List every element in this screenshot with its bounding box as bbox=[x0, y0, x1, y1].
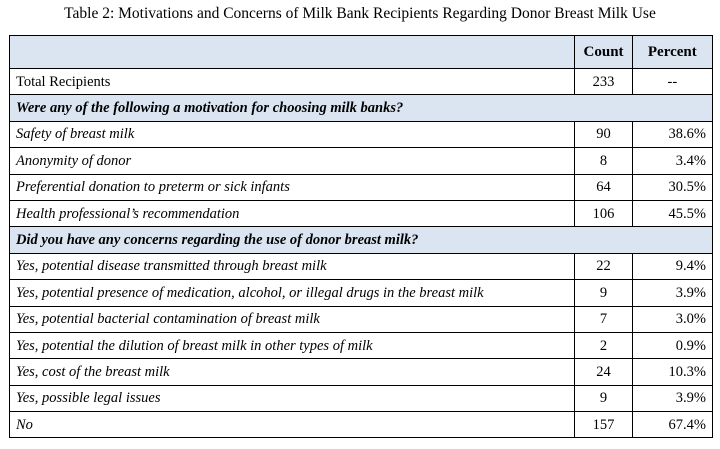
table-row bbox=[10, 332, 713, 358]
row-count: 2 bbox=[575, 332, 632, 358]
table-header-row bbox=[10, 36, 713, 69]
total-row bbox=[10, 69, 713, 95]
header-percent: Percent bbox=[632, 36, 712, 69]
row-label: Safety of breast milk bbox=[10, 121, 575, 147]
row-percent: 45.5% bbox=[632, 200, 712, 226]
row-count: 106 bbox=[575, 200, 632, 226]
row-label: Yes, potential the dilution of breast milk in other types of milk bbox=[10, 332, 575, 358]
row-percent: 3.9% bbox=[632, 385, 712, 411]
header-count: Count bbox=[575, 36, 632, 69]
table-row bbox=[10, 306, 713, 332]
row-count: 22 bbox=[575, 253, 632, 279]
table-caption: Table 2: Motivations and Concerns of Milk Bank Recipients Regarding Donor Breast Milk Use bbox=[64, 5, 656, 22]
row-count: 9 bbox=[575, 385, 632, 411]
row-count: 7 bbox=[575, 306, 632, 332]
row-percent: 67.4% bbox=[632, 412, 712, 438]
row-label: Preferential donation to preterm or sick infants bbox=[10, 174, 575, 200]
header-label-cell bbox=[10, 36, 575, 69]
table-row bbox=[10, 359, 713, 385]
table-row bbox=[10, 385, 713, 411]
table-row bbox=[10, 148, 713, 174]
row-percent: 30.5% bbox=[632, 174, 712, 200]
section-motivation-title: Were any of the following a motivation for choosing milk banks? bbox=[10, 95, 713, 121]
row-label: Yes, potential bacterial contamination of breast milk bbox=[10, 306, 575, 332]
row-count: 90 bbox=[575, 121, 632, 147]
table-row bbox=[10, 253, 713, 279]
row-percent: 3.4% bbox=[632, 148, 712, 174]
row-label: Yes, possible legal issues bbox=[10, 385, 575, 411]
table-row bbox=[10, 121, 713, 147]
row-percent: 3.9% bbox=[632, 280, 712, 306]
row-percent: 10.3% bbox=[632, 359, 712, 385]
row-count: 24 bbox=[575, 359, 632, 385]
row-count: 157 bbox=[575, 412, 632, 438]
row-label: Yes, potential presence of medication, alcohol, or illegal drugs in the breast milk bbox=[10, 280, 575, 306]
total-label: Total Recipients bbox=[10, 69, 575, 95]
table-row bbox=[10, 280, 713, 306]
row-label: No bbox=[10, 412, 575, 438]
row-label: Health professional’s recommendation bbox=[10, 200, 575, 226]
row-percent: 9.4% bbox=[632, 253, 712, 279]
row-label: Yes, cost of the breast milk bbox=[10, 359, 575, 385]
total-percent: -- bbox=[632, 69, 712, 95]
results-table bbox=[9, 35, 713, 438]
row-count: 8 bbox=[575, 148, 632, 174]
row-percent: 3.0% bbox=[632, 306, 712, 332]
total-count: 233 bbox=[575, 69, 632, 95]
row-count: 9 bbox=[575, 280, 632, 306]
row-label: Anonymity of donor bbox=[10, 148, 575, 174]
row-percent: 0.9% bbox=[632, 332, 712, 358]
table-row bbox=[10, 174, 713, 200]
section-concerns-header bbox=[10, 227, 713, 253]
section-motivation-header bbox=[10, 95, 713, 121]
table-row bbox=[10, 412, 713, 438]
section-concerns-title: Did you have any concerns regarding the use of donor breast milk? bbox=[10, 227, 713, 253]
table-row bbox=[10, 200, 713, 226]
row-percent: 38.6% bbox=[632, 121, 712, 147]
row-label: Yes, potential disease transmitted through breast milk bbox=[10, 253, 575, 279]
row-count: 64 bbox=[575, 174, 632, 200]
